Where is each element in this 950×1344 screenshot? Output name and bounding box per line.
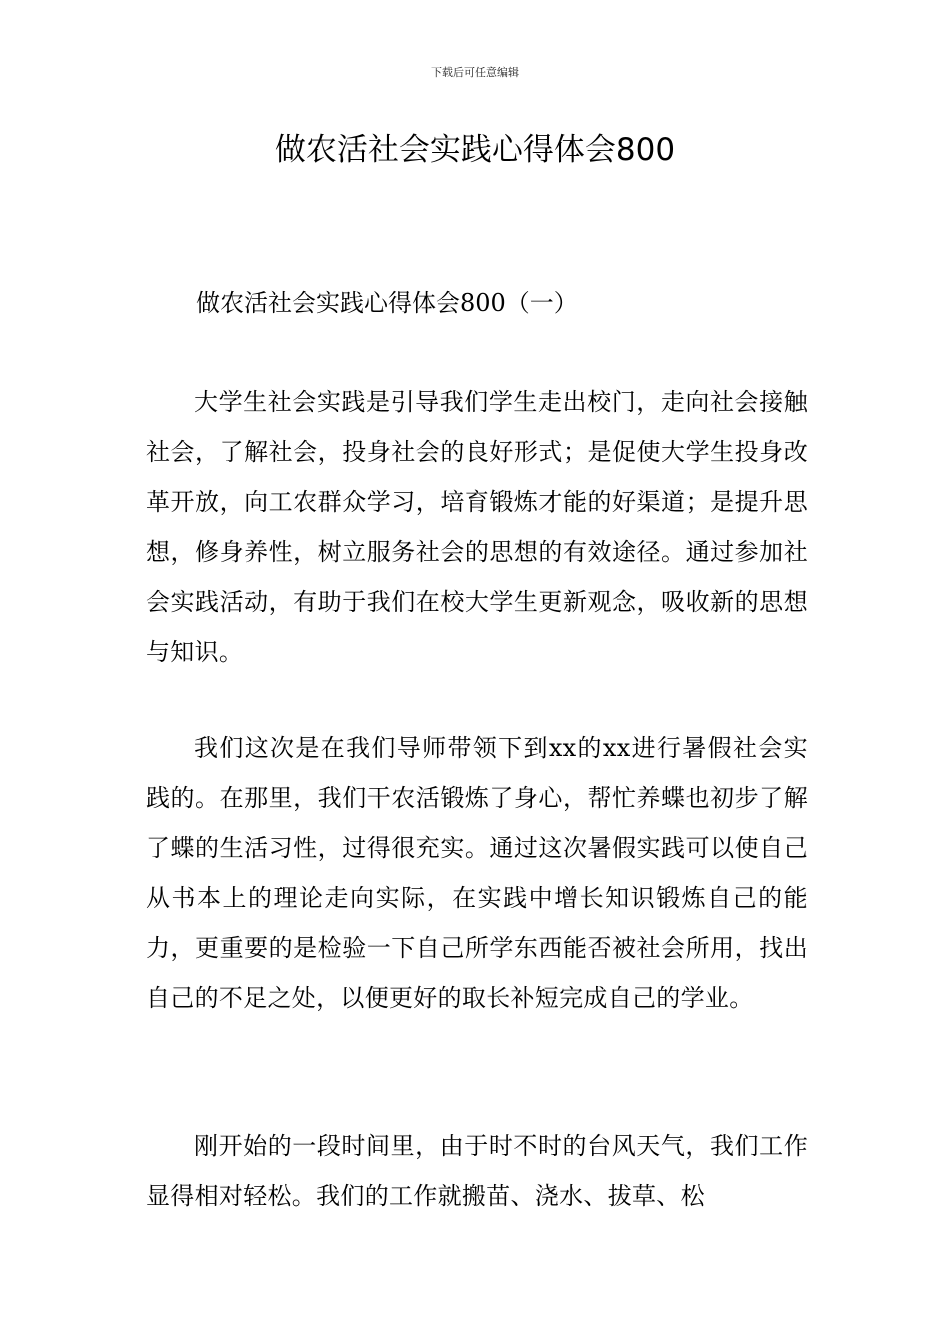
paragraph-2: 我们这次是在我们导师带领下到xx的xx进行暑假社会实践的。在那里，我们干农活锻炼了身心，帮忙养蝶也初步了解了蝶的生活习性，过得很充实。通过这次暑假实践可以使自己从书本上的理论走向实际，在实践中增长知识锻炼自己的能力，更重要的是检验一下自己所学东西能否被社会所用，找出自己的不足之处，以便更好的取长补短完成自己的学业。 <box>146 734 808 1012</box>
section-subtitle: 做农活社会实践心得体会800（一） <box>196 289 578 317</box>
paragraph-3: 刚开始的一段时间里，由于时不时的台风天气，我们工作显得相对轻松。我们的工作就搬苗、浇水、拔草、松 <box>146 1132 808 1210</box>
paragraph-1: 大学生社会实践是引导我们学生走出校门，走向社会接触社会，了解社会，投身社会的良好形式；是促使大学生投身改革开放，向工农群众学习，培育锻炼才能的好渠道；是提升思想，修身养性，树立服务社会的思想的有效途径。通过参加社会实践活动，有助于我们在校大学生更新观念，吸收新的思想与知识。 <box>146 388 808 666</box>
header-note: 下载后可任意编辑 <box>431 66 519 79</box>
document-title: 做农活社会实践心得体会800 <box>274 132 676 168</box>
